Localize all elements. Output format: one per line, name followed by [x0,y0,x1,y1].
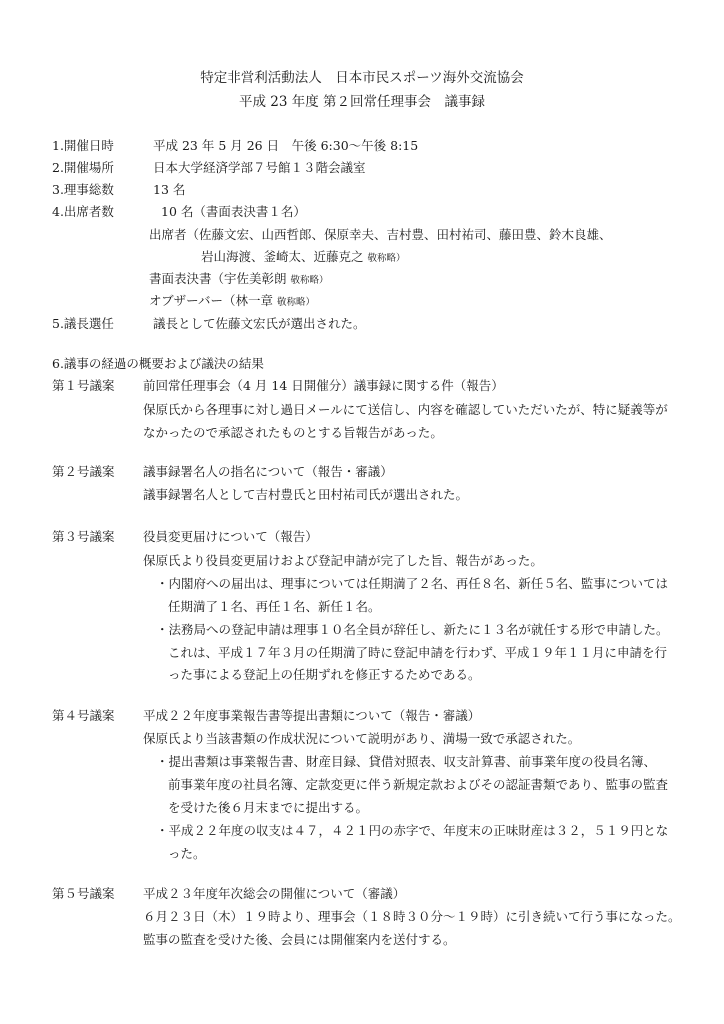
date-value: 平成 23 年 5 月 26 日 午後 6:30〜午後 8:15 [153,138,419,153]
organization-name: 特定非営利活動法人 日本市民スポーツ海外交流協会 [200,70,524,86]
item-1-title: 前回常任理事会（4 月 14 日開催分）議事録に関する件（報告） [143,378,504,393]
place-label: 2.開催場所 [52,160,114,175]
item-3-text: 保原氏より役員変更届けおよび登記申請が完了した旨、報告があった。 [143,553,543,568]
attendees-line-2 [201,251,406,264]
item-2-text: 議事録署名人として吉村豊氏と田村祐司氏が選出された。 [143,487,469,502]
item-4-text: 保原氏より当該書類の作成状況について説明があり、満場一致で承認された。 [143,731,581,746]
attendance-label: 4.出席者数 [52,204,114,219]
item-3-bullet-1-cont: 任期満了１名、再任１名、新任１名。 [168,599,381,614]
item-4-title: 平成２２年度事業報告書等提出書類について（報告・審議） [143,708,481,723]
written-vote-text: 書面表決書（宇佐美彰朗 [149,271,287,286]
item-3-bullet-2: ・法務局への登記申請は理事１０名全員が辞任し、新たに１３名が就任する形で申請した。 [156,622,669,637]
honorific-note: 敬称略） [367,253,406,264]
item-1-text: なかったので承認されたものとする旨報告があった。 [143,425,443,440]
observer-line [149,295,315,308]
chair-label: 5.議長選任 [52,316,114,331]
item-4-bullet-2-cont: った。 [168,846,206,861]
attendees-line-1: 出席者（佐藤文宏、山西哲郎、保原幸夫、吉村豊、田村祐司、藤田豊、鈴木良雄、 [149,227,612,242]
place-value: 日本大学経済学部７号館１３階会議室 [153,160,366,175]
honorific-note: 敬称略） [290,275,329,286]
item-4-label: 第４号議案 [52,708,115,723]
document-title: 平成 23 年度 第２回常任理事会 議事録 [238,94,486,110]
item-1-label: 第１号議案 [52,378,115,393]
attendance-value: 10 名（書面表決書１名） [161,204,306,219]
honorific-note: 敬称略） [277,297,316,308]
chair-value: 議長として佐藤文宏氏が選出された。 [153,316,366,331]
item-3-bullet-2-cont: これは、平成１７年３月の任期満了時に登記申請を行わず、平成１９年１１月に申請を行 [168,645,668,660]
written-vote-line [149,273,329,286]
item-3-title: 役員変更届けについて（報告） [143,529,318,544]
observer-text: オブザーバー（林一章 [149,293,274,308]
item-4-bullet-2: ・平成２２年度の収支は４７，４２１円の赤字で、年度末の正味財産は３２，５１９円とな [156,823,669,838]
item-4-bullet-1-cont: 前事業年度の社員名簿、定款変更に伴う新規定款およびその認証書類であり、監事の監査 [168,777,669,792]
item-5-title: 平成２３年度年次総会の開催について（審議） [143,886,406,901]
item-4-bullet-1-cont: を受けた後６月末までに提出する。 [168,800,369,815]
total-directors-value: 13 名 [153,182,186,197]
item-2-title: 議事録署名人の指名について（報告・審議） [143,464,393,479]
item-5-text: ６月２３日（木）１９時より、理事会（１８時３０分〜１９時）に引き続いて行う事になった。 [143,909,681,924]
item-1-text: 保原氏から各理事に対し過日メールにて送信し、内容を確認していただいたが、特に疑義等が [143,402,668,417]
agenda-heading: 6.議事の経過の概要および議決の結果 [52,356,264,371]
item-4-bullet-1: ・提出書類は事業報告書、財産目録、貸借対照表、収支計算書、前事業年度の役員名簿、 [156,754,657,769]
total-directors-label: 3.理事総数 [52,182,114,197]
attendees-names: 岩山海渡、釜崎太、近藤克之 [201,249,364,264]
date-label: 1.開催日時 [52,138,114,153]
item-3-label: 第３号議案 [52,529,115,544]
item-5-label: 第５号議案 [52,886,115,901]
item-2-label: 第２号議案 [52,464,115,479]
item-5-text: 監事の監査を受けた後、会員には開催案内を送付する。 [143,932,456,947]
item-3-bullet-1: ・内閣府への届出は、理事については任期満了２名、再任８名、新任５名、監事については [156,576,669,591]
item-3-bullet-2-cont: った事による登記上の任期ずれを修正するためである。 [168,667,481,682]
